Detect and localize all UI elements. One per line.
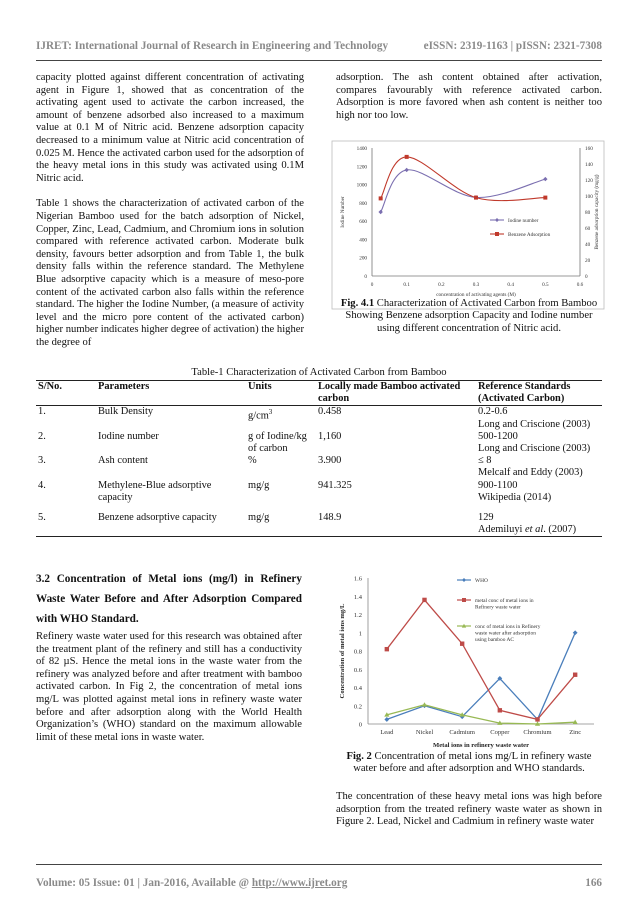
col-header: Locally made Bamboo activated carbon [318,381,461,405]
series-line-before-adsorption [387,600,575,720]
table-row [36,504,602,537]
ref-source: Long and Criscione (2003) [478,443,591,455]
cell-param: Iodine number [98,430,159,442]
y-tick-label: 1 [358,630,362,638]
y-axis-label: Iodine Number [340,196,346,228]
figure-label: Fig. 2 [346,751,372,762]
table-row [36,431,602,455]
data-point [422,598,426,602]
x-tick-label: 0.6 [576,282,584,288]
x-tick-label: Chromium [523,729,552,736]
data-point [384,717,389,722]
cell-no: 5. [38,512,46,524]
cell-param: Bulk Density [98,406,154,418]
x-tick-label: Cadmium [449,729,475,736]
y-tick-label: 0.8 [353,648,362,656]
ref-range: 129 [478,512,494,524]
x-tick-label: Zinc [569,729,582,736]
footer-rule [36,864,602,865]
cell-param: Benzene adsorptive capacity [98,512,217,524]
y-tick-label: 600 [359,219,367,226]
y-tick-label: 200 [359,255,367,262]
y-tick-label: 1200 [356,164,367,171]
data-point [460,642,464,646]
y-tick-label: 0 [364,274,367,280]
col-header: Parameters [98,381,150,392]
figure-2-caption [336,751,602,776]
col-header: Units [248,381,272,392]
cell-unit: g of Iodine/kg of carbon [248,430,307,455]
ref-year: . (2007) [543,524,577,536]
cell-ref [476,406,602,431]
y-tick-label: 1.2 [353,612,362,619]
data-point [422,702,427,706]
issn: eISSN: 2319-1163 | pISSN: 2321-7308 [423,40,602,52]
y2-tick-label: 40 [585,242,591,248]
table-row [36,480,602,504]
cell-ref [476,504,602,537]
legend-label: conc of metal ions in Refinery waste water after adsorption using bamboo AC [475,624,541,644]
y-tick-label: 400 [359,237,367,244]
figure-2-chart [332,570,604,752]
cell-no: 2. [38,430,46,442]
x-tick-label: Nickel [415,729,434,736]
col-header: S/No. [38,381,62,392]
paragraph: The concentration of these heavy metal ions was high before adsorption from the treated refinery waste water as shown in Figure 2. Lead, Nickel and Cadmium in refinery waste water [336,791,602,828]
ref-range: 0.2-0.6 [478,406,508,418]
page-number: 166 [585,877,602,889]
unit-text: g/cm [248,410,269,422]
y2-tick-label: 60 [585,226,591,232]
y-tick-label: 0.2 [353,703,362,711]
legend-marker [495,232,499,236]
data-point [573,673,577,677]
caption-text: Concentration of metal ions mg/L in refinery waste water before and after adsorption and WHO standards. [353,751,592,775]
section-text [36,631,302,744]
y2-tick-label: 20 [585,258,591,264]
cell-ref [476,431,602,455]
cell-value: 3.900 [318,455,342,467]
y-tick-label: 1.6 [353,575,362,583]
ref-source: Wikipedia (2014) [478,491,552,503]
table-row [36,406,602,431]
y2-tick-label: 160 [585,146,593,152]
legend-marker [462,598,466,602]
cell-value: 1,160 [318,430,342,442]
y2-tick-label: 80 [585,210,591,216]
characterization-table [36,380,602,537]
x-tick-label: 0.3 [472,282,480,288]
table-row [36,455,602,479]
data-point [543,177,547,181]
figure-label: Fig. 4.1 [340,298,375,309]
ref-source: Long and Criscione (2003) [478,418,591,430]
figure-1-chart [330,140,606,312]
legend-label: Benzene Adsorption [508,232,551,238]
left-column-text [36,72,304,349]
cell-unit: mg/g [248,479,270,491]
x-tick-label: 0.5 [542,282,549,288]
y-tick-label: 1400 [356,146,367,152]
legend-marker [462,578,466,582]
footer-volume [36,877,347,889]
figure-1-caption [336,298,602,335]
cell-ref [476,455,602,479]
journal-title: IJRET: International Journal of Research in Engineering and Technology [36,40,389,52]
header-rule [36,60,602,61]
cell-param: Ash content [98,455,148,467]
ref-source [478,524,600,536]
paragraph: adsorption. The ash content obtained after activation, compares favourably with reference activated carbon. Adsorption is more favored when ash content is neither too high nor too low. [336,72,602,121]
data-point [535,717,539,721]
y2-axis-label: Benzene adsorption capacity (mg/g) [594,174,600,250]
y-tick-label: 0.6 [353,666,362,674]
data-point [498,708,502,712]
y2-tick-label: 0 [585,274,588,280]
x-axis-label: concentration of activating agents (M) [436,292,516,298]
ref-etal: et al [525,524,544,536]
footer-link[interactable]: http://www.ijret.org [251,877,348,889]
cell-value: 148.9 [318,512,342,524]
cell-unit: % [248,455,257,467]
col-header: Reference Standards (Activated Carbon) [478,381,571,405]
data-point [378,210,382,214]
x-tick-label: 0.4 [507,282,514,288]
cell-no: 4. [38,479,46,491]
cell-unit [246,406,316,431]
paragraph: capacity plotted against different concentration of activating agent in Figure 1, showed that as concentration of the activating agent used to activate the carbon increased, the amount of benzene adsorbed also increased to a maximum value at 0.1 M of Nitric acid. Benzene adsorption capacity decreased to a minimum value at Nitric acid concentration of 0.025 M. Hence the activated carbon used for the adsorption of the heavy metal ions in this study was activated using 0.1M Nitric acid. [36,72,304,184]
y2-tick-label: 140 [585,162,593,168]
cell-value: 0.458 [318,406,342,418]
data-point [573,630,578,635]
ref-source: Melcalf and Eddy (2003) [478,467,583,479]
cell-value: 941.325 [318,479,352,491]
x-tick-label: 0.1 [403,282,410,288]
x-tick-label: 0.2 [438,282,445,288]
footer-text: Volume: 05 Issue: 01 | Jan-2016, Available @ [36,877,252,889]
right-column-bottom-text [336,791,602,829]
cell-ref [476,480,602,504]
table-title: Table-1 Characterization of Activated Carbon from Bamboo [191,367,447,378]
section-heading: 3.2 Concentration of Metal ions (mg/l) in Refinery Waste Water Before and After Adsorption Compared with WHO Standard. [36,573,302,625]
paragraph: Table 1 shows the characterization of activated carbon of the Nigerian Bamboo used for the batch adsorption of Nickel, Copper, Zinc, Lead, Cadmium, and Chromium ions in solution compared with reference activated carbon. Moderate bulk density, favours better adsorption and from Table 1, the bulk density falls within the reference standard. The Methylene Blue adsorptive capacity which is a measure of meso-pore content of the activated carbon also falls within the reference standard. The higher the Iodine Number, (a measure of activity level and the micro pore content of the activated carbon) higher number indicates higher degree of activation) the higher the degree of [36,198,304,348]
data-point [385,647,389,651]
data-point [543,196,547,200]
ref-range: ≤ 8 [478,455,492,467]
y-tick-label: 0.4 [353,685,362,692]
data-point [405,155,409,159]
ref-range: 900-1100 [478,479,518,491]
y-tick-label: 0 [358,721,362,729]
caption-text: Characterization of Activated Carbon from Bamboo Showing Benzene adsorption Capacity and Iodine number using different concentration of Nitric acid. [345,298,598,334]
table-header-row [36,381,602,406]
legend-label: Iodine number [508,218,539,224]
x-tick-label: Lead [380,729,394,736]
y2-tick-label: 100 [585,194,593,200]
paragraph: Refinery waste water used for this research was obtained after the treatment plant of the refinery and still has a conductivity of 82 µS. Hence the metal ions in the waste water from the refinery was analyzed before and after treatment with bamboo activated carbon. In Fig 2, the concentration of metal ions mg/L was plotted against metal ions in refinery waste water before and after adsorption along with the World Health Organization’s (WHO) standard on the maximum allowable limit of these metal ions in waste water. [36,631,302,743]
y-axis-label: Concentration of metal ions mg/L [339,603,346,699]
right-column-text [336,72,602,122]
y-tick-label: 1000 [356,182,367,189]
data-point [404,168,408,172]
data-point [379,196,383,200]
ref-range: 500-1200 [478,430,518,442]
x-tick-label: Copper [490,729,510,736]
legend-label: WHO [475,578,488,584]
cell-unit: mg/g [248,512,270,524]
unit-sup: 3 [268,408,273,417]
y-tick-label: 800 [359,200,367,207]
legend-label: metal conc of metal ions in Refinery waste water [475,598,534,611]
data-point [474,196,478,200]
x-axis-label: Metal ions in refinery waste water [432,742,530,749]
cell-no: 1. [38,406,46,418]
ref-author: Ademiluyi [478,524,526,536]
x-tick-label: 0 [370,282,374,288]
y2-tick-label: 120 [585,178,593,184]
legend-marker [495,218,499,222]
cell-param: Methylene-Blue adsorptive capacity [98,479,212,503]
cell-no: 3. [38,455,46,467]
y-tick-label: 1.4 [353,593,362,601]
